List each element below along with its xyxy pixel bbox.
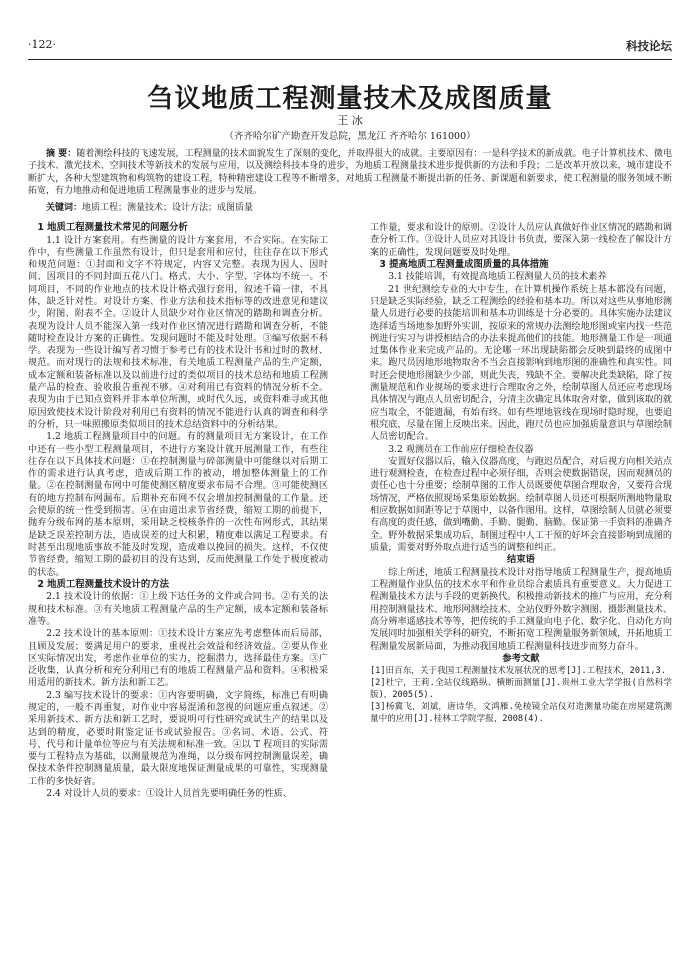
reference-list	[370, 665, 672, 725]
paragraph: 3.2 观测员在工作前应仔细检查仪器	[388, 444, 534, 455]
references-heading: 参考文献	[502, 652, 540, 664]
abstract	[28, 148, 672, 198]
page-number: ·122·	[28, 38, 56, 51]
section-heading: 1 地质工程测量技术常见的问题分析	[37, 222, 188, 233]
paragraph: 21 世纪测绘专业的大中专生，在计算机操作系统上基本都没有问题，只是缺乏实际经验，缺乏工程测绘的经验和基本功。所以对这些从事地形测量人员进行必要的技能培训和基本功训练是十分必要的。具体实施办法建议选择适当场地参加野外实训，按原来的常规办法测绘地形图或室内找一些范例进行实习与讲授相结合的办法来提高他们的技能。地形测量工作是一项通过集体作业来完成产品的。无论哪一环出现缺陷都会反映到最终的成图中来。跑尺员因地形地物取舍不当会直接影响到地形图的准确性和真实性。同时还会使地形图缺少少部，则此失丧，残缺不全。要解决此类缺陷，除了按测量规范和作业规场的要求进行合理取舍之外，绘制草图人员还应考虑现场具体情况与跑点人员密切配合，分清主次确定具体取舍对象，做到该取的就应当取全，不能遗漏，有始有终。如有些埋地管线在现场时隐时现，也要追根究底，尽量在图上反映出来。因此，跑尺员也应加强质量意识与草图绘制人员密切配合。	[370, 284, 672, 443]
section-heading: 2 地质工程测量技术设计的方法	[37, 578, 170, 590]
abstract-text: 随着测绘科技的飞速发展，工程测量的技术面貌发生了深刻的变化，并取得很大的成就。主要原因有：一是科学技术的新成就。电子计算机技术、微电子技术、激光技术、空间技术等新技术的发展与应用，以及测绘科技本身的进步，为地质工程测量技术进步提供新的方法和手段；二是改革开放以来，城市建设不断扩大，各种大型建筑物和构筑物的建设工程，特种精密建设工程等不断增多，对地质工程测量不断提出新的任务、新课题和新要求，使工程测量的服务领域不断拓宽，有力地推动和促进地质工程测量事业的进步与发展。	[28, 149, 672, 197]
reference-item: [3]杨冀飞，刘斌，唐诗华，文鸿雁.免棱镜全站仪对造测量功能在房屋建筑测量中的应用[J].桂林工学院学报，2008(4).	[370, 702, 672, 725]
paragraph: 综上所述，地质工程测量技术设计对指导地质工程测量生产，提高地质工程测量作业队伍的技术水平和作业员综合素质具有重要意义。大力促进工程测量技术方法与手段的更新换代。积极推动新技术的推广与应用，充分利用控制测量技术、地形网测绘技术、全站仪野外数字测图、摄影测量技术、高分辨率遥感技术等等，把传统的手工测量向电子化、数字化、自动化方向发展同时加强相关学科的研究，不断拓宽工程测量服务新领域，开拓地质工程测量发展新局面，为推动我国地质工程测量科技进步而努力奋斗。	[370, 567, 672, 652]
header-rule	[28, 59, 672, 60]
section-heading: 3 提高地质工程测量成图质量的具体措施	[379, 258, 549, 270]
paragraph: 2.1 技术设计的依据：①上级下达任务的文件或合同书。②有关的法规和技术标准。③有关地质工程测量产品的生产定额，成本定额和装备标准等。	[28, 592, 328, 627]
conclusion-heading: 结束语	[507, 554, 535, 566]
author-affiliation: （齐齐哈尔矿产勘查开发总院，黑龙江 齐齐哈尔 161000）	[224, 131, 476, 142]
page-header	[28, 38, 672, 54]
keywords	[28, 200, 672, 213]
paragraph: 安置好仪器以后，输入仪器高度，与跑迟员配合，对后视方向相关站点进行观测检查，在检查过程中必须仔细，否则会使数据错误，因而观测员的责任心也十分重要；绘制草图的工作人员既要使草图合理取舍，又要符合现场情况，严格依照现场采集原始数据。绘制草图人员还可根据所测地物量取相应数据如间距等记于草图中，以备作图用。这样，草图绘制人员就必须要有高度的责任感，做到嘴勤、手勤、腿勤、脑勤。保证第一手资料的准确齐全。野外数据采集成功后，制图过程中人工干预的好坏会直接影响到成图的质量，需要对野外取点进行适当的调整和纠正。	[370, 456, 672, 553]
paragraph-continued: 工作量，要求和设计的原则。②设计人员应认真做好作业区情况的踏勘和调查分析工作。③设计人员应对其设计书负责，要深入第一线检查了解设计方案的正确性，发现问题要及时处理。	[370, 223, 672, 258]
reference-item: [2]杜宁，王莉.全站仪线路纵、横断面测量[J].贵州工业大学学报(自然科学版)，2005(5).	[370, 678, 672, 701]
abstract-label: 摘 要：	[46, 149, 77, 159]
paragraph: 3.1 技能培训，有效提高地质工程测量人员的技术素养	[388, 272, 607, 283]
keywords-label: 关键词：	[46, 203, 83, 213]
reference-item: [1]田百东，关于我国工程测量技术发展状况的思考[J].工程技术，2011,3.	[370, 666, 666, 677]
paragraph: 2.3 编写技术设计的要求：①内容要明确，文字简练，标准已有明确规定的，一般不再重复，对作业中容易混淆和忽视的问题应重点叙述。②采用新技术、新方法和新工艺时，要说明可行性研究或试生产的结果以及达到的精度，必要时附鉴定证书或试验报告。③名词、术语、公式、符号、代号和计量单位等应与有关法规和标准一致。④以 T 程项目的实际需要与工程特点为基础，以测量规范为准绳，以分级布网控制测量误差，确保技术条件控制测量质量，最大限度地保证测量成果的可靠性，实现测量工作的多快好省。	[28, 690, 328, 787]
right-column	[370, 222, 672, 725]
paragraph: 2.4 对设计人员的要求：①设计人员首先要明确任务的性质、	[46, 789, 292, 800]
author-name: 王 冰	[337, 114, 363, 127]
journal-section: 科技论坛	[626, 39, 672, 53]
left-column	[28, 222, 328, 800]
keywords-text: 地质工程；测量技术；设计方法；成图质量	[82, 203, 254, 213]
paragraph: 1.1 设计方案套用。有些测量的设计方案套用，不合实际。在实际工作中，有些测量工作虽然有设计，但只是套用和应付，往往存在以下形式和规范问题：①封面和文字不符规定，内容又完整。表现为因人、因时间、因项目的不同封面五花八门。格式、大小、字型、字体均不统一。不同项目，不同的作业地点的技术设计格式强行套用，叙述千篇一律，不具体，缺乏针对性。对设计方案、作业方法和技术指标等的改进意见和建议少，附图、附表不全。②设计人员缺少对作业区情况的踏勘和调查分析。表现为设计人员不能深入第一线对作业区情况进行踏勘和调查分析，不能随时检查设计方案的正确性。发现问题时不能及时处理。③编写依据不科学。表现为一些设计编写者习惯于参考已有的技术设计书和过时的教材、规范。而对现行的法规和技术标准，有关地质工程测量产品的生产定额，成本定额和装备标准以及以前进行过的类似项目的技术总结和地质工程测量产品的检查、验收报告重视不够。④对利用已有资料的情况分析不全。表现为由于已知点资料并非本单位所测，或时代久远，或资料难寻或其他原因致使技术设计阶段对利用已有资料的情况不能进行认真的调查和科学的分析，只一味照搬原类似项目的技术总结资料中的分析结果。	[28, 235, 328, 430]
paper-title: 刍议地质工程测量技术及成图质量	[147, 84, 553, 114]
paragraph: 2.2 技术设计的基本原则：①技术设计方案应先考虑整体而后局部，且顾及发展；要满足用户的要求，重视社会效益和经济效益。②要从作业区实际情况出发，考虑作业单位的实力，挖掘潜力，选择最佳方案。③广泛收集，认真分析和充分利用已有的地质工程测量产品和资料。④积极采用适用的新技术、新方法和新工艺。	[28, 629, 328, 689]
paragraph: 1.2 地质工程测量项目中的问题。有的测量项目无方案设计，在工作中还有一些小型工程测量项目，不进行方案设计就开展测量工作，有些往往存在以下具体技术问题：①在控制测量与碎部测量中可能继以对后期工作的需求进行认真考虑，造成后期工作的被动，增加整体测量上的工作量。②在控制测量布网中可能使测区精度要求布局不合理。③可能使测区有的地方控制布网漏布。后期补充布网不仅会增加控制测量的工作量。还会使原的统一性受到损害。④在由道出求节省经费，缩短工期的前提下，抛弃分级布网的基本原则，采用缺乏校核条件的一次性布网形式，其结果是缺乏误差控制方法，造成误差的过大积累，精度难以满足工程要求。有时甚至出现地质事故不能及时发现，造成难以挽回的损失。这样，不仅使节省经费，缩短工期的最初目的没有达到，反而使测量工作处于极度被动的状态。	[28, 432, 328, 578]
